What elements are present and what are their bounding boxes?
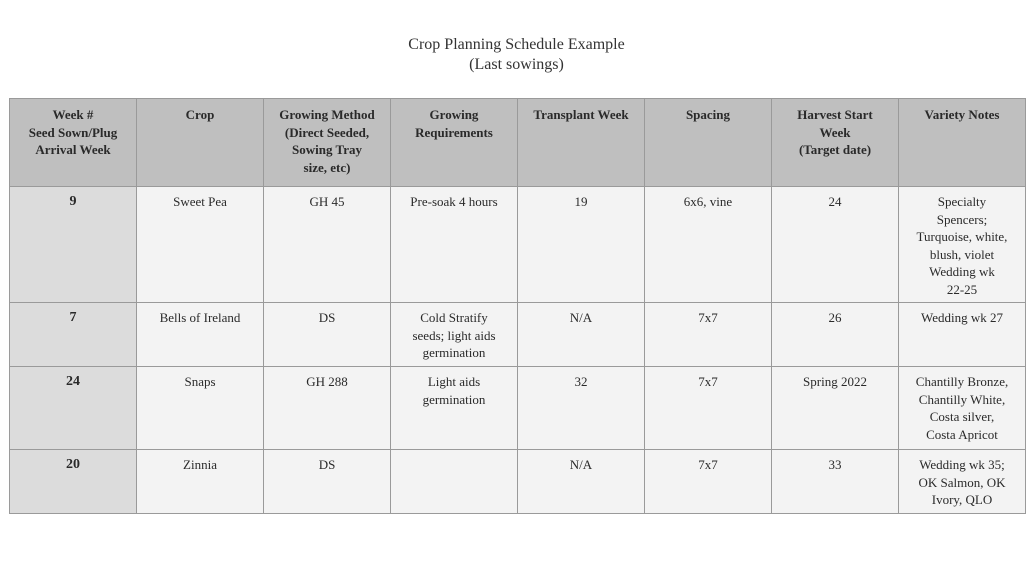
method-cell: GH 288 bbox=[264, 367, 391, 450]
notes-line: Spencers; bbox=[936, 211, 988, 227]
notes-line: Chantilly White, bbox=[918, 391, 1006, 407]
header-line: Spacing bbox=[685, 107, 731, 122]
header-crop bbox=[137, 99, 264, 187]
requirements-line: germination bbox=[422, 391, 486, 407]
header-row bbox=[10, 99, 1026, 187]
notes-cell bbox=[899, 303, 1026, 367]
spacing-cell: 7x7 bbox=[645, 303, 772, 367]
table-row bbox=[10, 450, 1026, 514]
header-line: Crop bbox=[185, 107, 215, 122]
header-line: Growing bbox=[429, 107, 479, 122]
spacing-cell: 7x7 bbox=[645, 450, 772, 514]
header-line: Week # bbox=[52, 107, 94, 122]
header-line: Arrival Week bbox=[35, 142, 111, 157]
transplant-cell: N/A bbox=[518, 303, 645, 367]
notes-line: Ivory, QLO bbox=[931, 492, 993, 507]
requirements-cell bbox=[391, 303, 518, 367]
header-line: Seed Sown/Plug bbox=[28, 124, 118, 140]
header-growing-method bbox=[264, 99, 391, 187]
week-cell: 9 bbox=[10, 187, 137, 303]
notes-line: OK Salmon, OK bbox=[918, 474, 1006, 490]
notes-line: Costa silver, bbox=[929, 409, 995, 424]
notes-cell bbox=[899, 187, 1026, 303]
requirements-line: seeds; light aids bbox=[412, 327, 496, 343]
table-row bbox=[10, 187, 1026, 303]
header-line: Sowing Tray bbox=[292, 142, 362, 157]
requirements-cell bbox=[391, 367, 518, 450]
notes-line: 22-25 bbox=[946, 281, 978, 297]
header-transplant-week bbox=[518, 99, 645, 187]
notes-line: Costa Apricot bbox=[926, 426, 998, 442]
week-cell: 24 bbox=[10, 367, 137, 450]
transplant-cell: 32 bbox=[518, 367, 645, 450]
requirements-line: Light aids bbox=[427, 374, 481, 389]
crop-cell: Snaps bbox=[137, 367, 264, 450]
table-row bbox=[10, 303, 1026, 367]
requirements-cell bbox=[391, 450, 518, 514]
notes-line: Turquoise, white, bbox=[916, 229, 1008, 244]
spacing-cell: 6x6, vine bbox=[645, 187, 772, 303]
header-line: Variety Notes bbox=[924, 107, 1000, 122]
requirements-cell: Pre-soak 4 hours bbox=[391, 187, 518, 303]
header-line: (Target date) bbox=[798, 142, 872, 157]
harvest-cell: 33 bbox=[772, 450, 899, 514]
notes-cell bbox=[899, 367, 1026, 450]
spacing-cell: 7x7 bbox=[645, 367, 772, 450]
crop-cell: Zinnia bbox=[137, 450, 264, 514]
notes-cell bbox=[899, 450, 1026, 514]
header-line: Transplant Week bbox=[533, 107, 629, 122]
transplant-cell: N/A bbox=[518, 450, 645, 514]
title-block bbox=[0, 35, 1033, 75]
header-week bbox=[10, 99, 137, 187]
notes-line: Wedding wk bbox=[929, 264, 995, 279]
header-growing-requirements bbox=[391, 99, 518, 187]
transplant-cell: 19 bbox=[518, 187, 645, 303]
header-line: size, etc) bbox=[303, 159, 351, 175]
page-subtitle: (Last sowings) bbox=[469, 56, 564, 73]
crop-cell: Sweet Pea bbox=[137, 187, 264, 303]
method-cell: GH 45 bbox=[264, 187, 391, 303]
header-spacing bbox=[645, 99, 772, 187]
crop-cell: Bells of Ireland bbox=[137, 303, 264, 367]
harvest-cell: Spring 2022 bbox=[772, 367, 899, 450]
notes-line: Wedding wk 27 bbox=[921, 310, 1003, 325]
harvest-cell: 26 bbox=[772, 303, 899, 367]
requirements-line: germination bbox=[422, 345, 486, 360]
header-line: Requirements bbox=[415, 124, 493, 140]
header-line: Growing Method bbox=[279, 107, 375, 122]
page-title: Crop Planning Schedule Example bbox=[408, 36, 625, 53]
header-line: Harvest Start bbox=[797, 107, 873, 122]
notes-line: blush, violet bbox=[929, 246, 995, 262]
harvest-cell: 24 bbox=[772, 187, 899, 303]
header-line: (Direct Seeded, bbox=[284, 124, 370, 140]
requirements-line: Cold Stratify bbox=[420, 310, 488, 325]
header-variety-notes bbox=[899, 99, 1026, 187]
method-cell: DS bbox=[264, 450, 391, 514]
week-cell: 20 bbox=[10, 450, 137, 514]
crop-schedule-table bbox=[9, 98, 1026, 514]
notes-line: Specialty bbox=[937, 194, 987, 209]
table-row bbox=[10, 367, 1026, 450]
notes-line: Chantilly Bronze, bbox=[915, 374, 1009, 389]
week-cell: 7 bbox=[10, 303, 137, 367]
header-harvest-start bbox=[772, 99, 899, 187]
method-cell: DS bbox=[264, 303, 391, 367]
header-line: Week bbox=[819, 124, 851, 140]
notes-line: Wedding wk 35; bbox=[919, 457, 1005, 472]
